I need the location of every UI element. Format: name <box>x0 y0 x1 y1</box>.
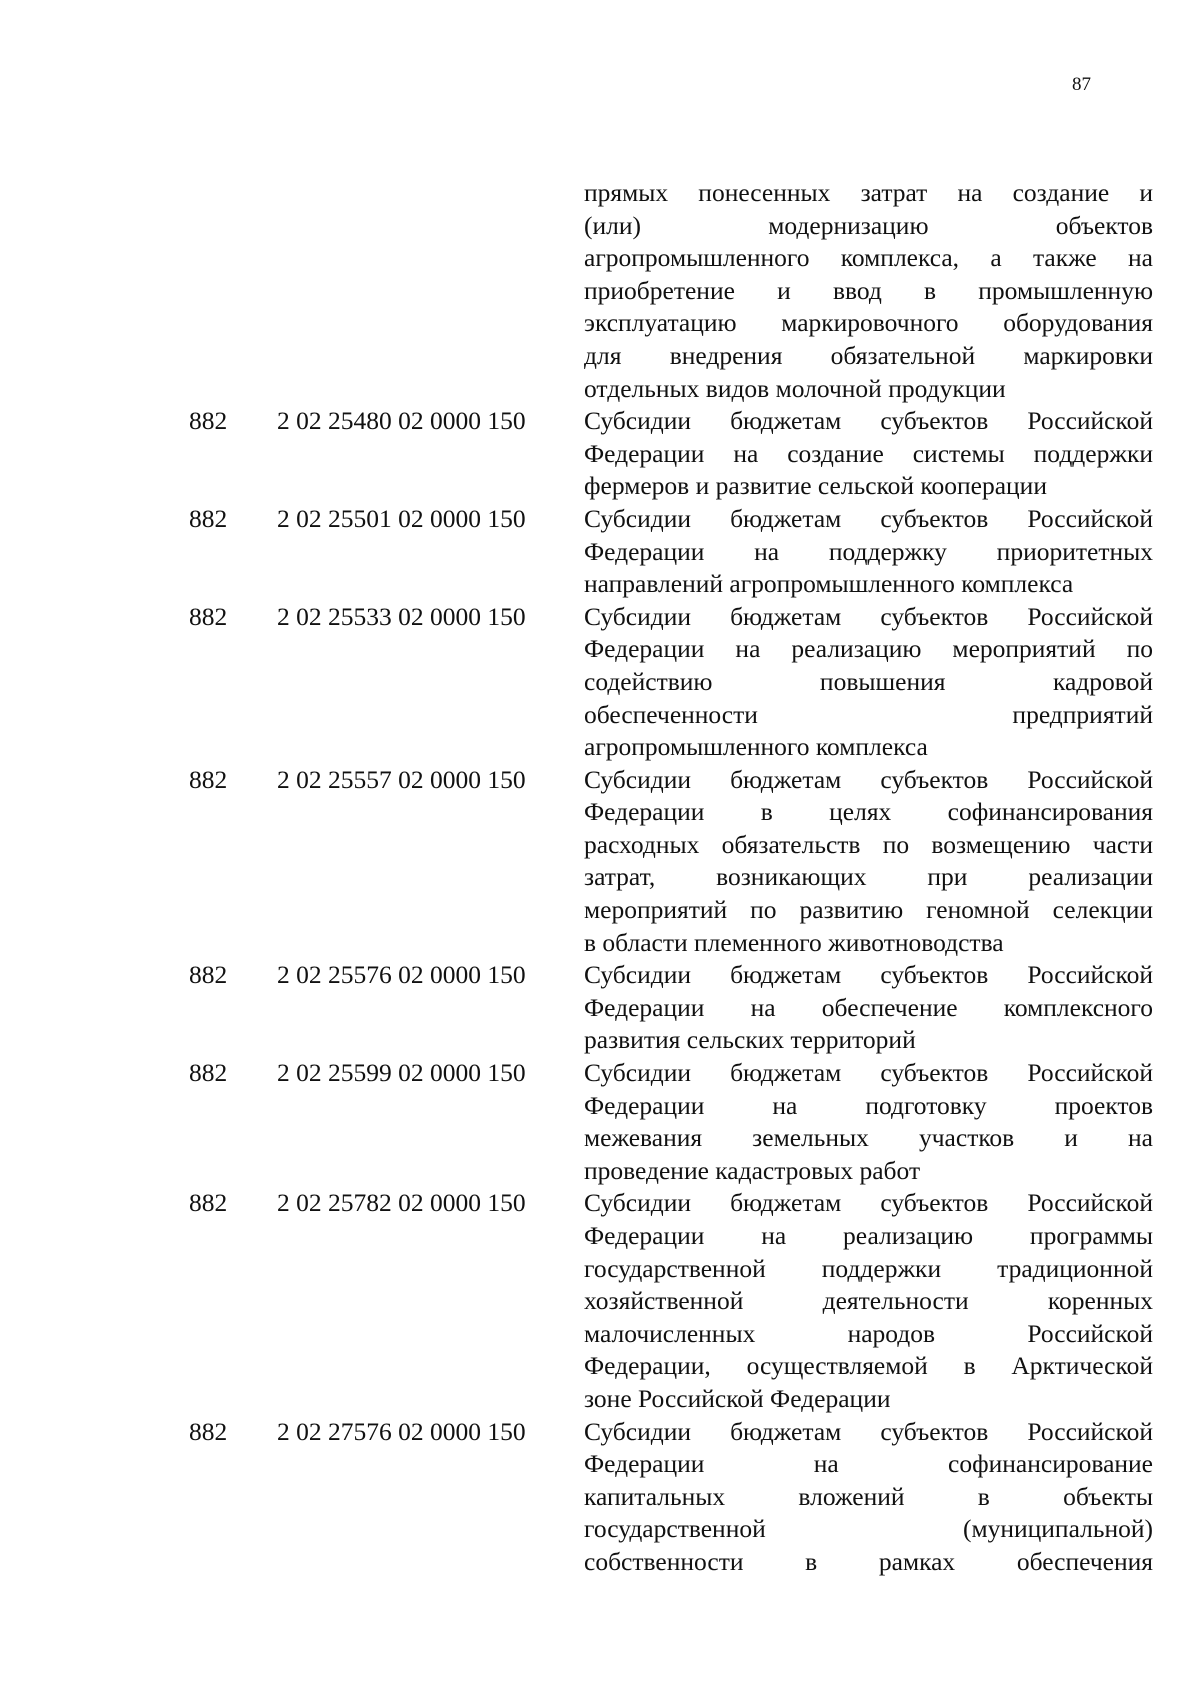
description-line: Субсидии бюджетам субъектов Российской <box>584 960 1153 990</box>
table-row <box>189 503 1163 601</box>
description-line: капитальных вложений в объекты <box>584 1481 1153 1511</box>
description-line: Субсидии бюджетам субъектов Российской <box>584 406 1153 436</box>
description-line: государственной (муниципальной) <box>584 1514 1153 1544</box>
table-row <box>189 405 1163 503</box>
admin-code-cell: 882 <box>189 764 228 794</box>
description-cell <box>584 405 1153 503</box>
description-line: зоне Российской Федерации <box>584 1383 891 1413</box>
budget-code-cell: 2 02 25599 02 0000 150 <box>277 1058 526 1088</box>
description-line: обеспеченности предприятий <box>584 699 1153 729</box>
description-cell <box>584 1416 1153 1579</box>
table-row <box>189 1416 1163 1579</box>
admin-code-cell: 882 <box>189 503 228 533</box>
description-line: (или) модернизацию объектов <box>584 210 1153 240</box>
table-row <box>189 601 1163 764</box>
description-line: Федерации на создание системы поддержки <box>584 438 1153 468</box>
table-row <box>189 1057 1163 1187</box>
description-line: агропромышленного комплекса <box>584 732 928 762</box>
description-line: отдельных видов молочной продукции <box>584 373 1006 403</box>
description-line: для внедрения обязательной маркировки <box>584 340 1153 370</box>
description-line: приобретение и ввод в промышленную <box>584 275 1153 305</box>
description-line: Федерации на софинансирование <box>584 1449 1153 1479</box>
description-line: государственной поддержки традиционной <box>584 1253 1153 1283</box>
description-line: эксплуатацию маркировочного оборудования <box>584 308 1153 338</box>
description-line: Федерации в целях софинансирования <box>584 797 1153 827</box>
description-line: направлений агропромышленного комплекса <box>584 569 1074 599</box>
description-line: развития сельских территорий <box>584 1025 916 1055</box>
description-line: мероприятий по развитию геномной селекции <box>584 895 1153 925</box>
description-line: Федерации на реализацию программы <box>584 1221 1153 1250</box>
description-line: хозяйственной деятельности коренных <box>584 1286 1153 1316</box>
description-line: проведение кадастровых работ <box>584 1155 921 1185</box>
description-line: Субсидии бюджетам субъектов Российской <box>584 1058 1153 1088</box>
budget-code-cell: 2 02 25501 02 0000 150 <box>277 503 526 533</box>
description-line: Федерации на обеспечение комплексного <box>584 992 1153 1022</box>
description-cell <box>584 601 1153 764</box>
description-line: Субсидии бюджетам субъектов Российской <box>584 764 1153 794</box>
admin-code-cell: 882 <box>189 1058 228 1088</box>
description-line: Субсидии бюджетам субъектов Российской <box>584 601 1153 631</box>
description-cell <box>584 1187 1153 1415</box>
page-number: 87 <box>1072 74 1091 95</box>
continuation-row <box>189 177 1163 405</box>
table-row <box>189 1187 1163 1415</box>
description-line: агропромышленного комплекса, а также на <box>584 243 1153 273</box>
description-line: затрат, возникающих при реализации <box>584 862 1153 892</box>
description-cell <box>584 959 1153 1057</box>
description-line: Федерации на подготовку проектов <box>584 1090 1153 1120</box>
description-line: Субсидии бюджетам субъектов Российской <box>584 1188 1153 1218</box>
description-line: межевания земельных участков и на <box>584 1123 1153 1153</box>
description-cell <box>584 1057 1153 1187</box>
revenue-code-table <box>189 177 1163 1579</box>
description-line: Субсидии бюджетам субъектов Российской <box>584 503 1153 533</box>
description-line: собственности в рамках обеспечения <box>584 1546 1153 1576</box>
budget-code-cell: 2 02 25480 02 0000 150 <box>277 406 526 436</box>
description-line: прямых понесенных затрат на создание и <box>584 178 1153 207</box>
budget-code-cell: 2 02 25782 02 0000 150 <box>277 1188 526 1218</box>
table-row <box>189 764 1163 960</box>
description-line: Субсидии бюджетам субъектов Российской <box>584 1416 1153 1446</box>
admin-code-cell: 882 <box>189 960 228 990</box>
description-line: фермеров и развитие сельской кооперации <box>584 471 1047 501</box>
budget-code-cell: 2 02 27576 02 0000 150 <box>277 1416 526 1446</box>
budget-code-cell: 2 02 25576 02 0000 150 <box>277 960 526 990</box>
description-line: Федерации, осуществляемой в Арктической <box>584 1351 1153 1381</box>
budget-code-cell: 2 02 25557 02 0000 150 <box>277 764 526 794</box>
description-line: Федерации на реализацию мероприятий по <box>584 634 1153 664</box>
description-line: малочисленных народов Российской <box>584 1318 1153 1348</box>
description-line: Федерации на поддержку приоритетных <box>584 536 1153 566</box>
table-row <box>189 959 1163 1057</box>
description-line: расходных обязательств по возмещению части <box>584 829 1153 859</box>
description-line: содействию повышения кадровой <box>584 666 1153 696</box>
description-cell <box>584 177 1153 405</box>
admin-code-cell: 882 <box>189 406 228 436</box>
description-cell <box>584 503 1153 601</box>
admin-code-cell: 882 <box>189 601 228 631</box>
description-cell <box>584 764 1153 960</box>
description-line: в области племенного животноводства <box>584 927 1004 957</box>
admin-code-cell: 882 <box>189 1416 228 1446</box>
budget-code-cell: 2 02 25533 02 0000 150 <box>277 601 526 631</box>
admin-code-cell: 882 <box>189 1188 228 1218</box>
